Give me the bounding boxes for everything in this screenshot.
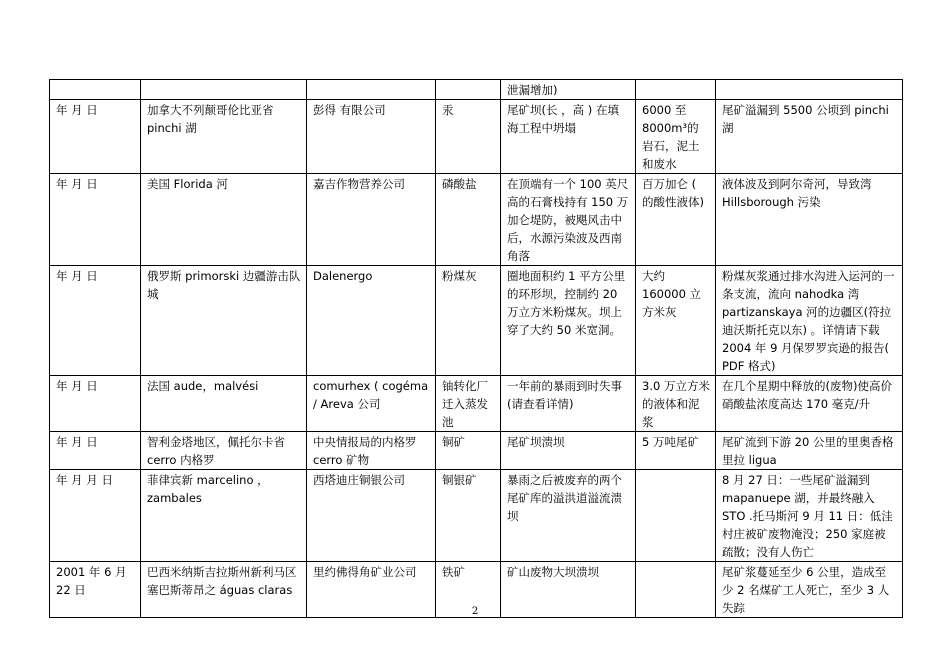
cell-volume: 百万加仑 ( 的酸性液体) bbox=[636, 174, 716, 266]
cell-date: 年 月 日 bbox=[50, 174, 141, 266]
table-row bbox=[50, 174, 903, 266]
cell-company: 西塔迪庄铜银公司 bbox=[307, 470, 436, 562]
cell-volume: 3.0 万立方米的液体和泥浆 bbox=[636, 376, 716, 432]
cell-mineral: 铜银矿 bbox=[436, 470, 501, 562]
cell-cause: 暴雨之后被废弃的两个尾矿库的溢洪道溢流溃坝 bbox=[501, 470, 636, 562]
cell-mineral: 磷酸盐 bbox=[436, 174, 501, 266]
cell-date: 年 月 日 bbox=[50, 432, 141, 470]
cell-volume: 6000 至 8000m³的岩石，泥土和废水 bbox=[636, 100, 716, 174]
cell-impact: 尾矿溢漏到 5500 公顷到 pinchi 湖 bbox=[716, 100, 903, 174]
cell-date: 年 月 日 bbox=[50, 266, 141, 376]
cell-mineral bbox=[436, 80, 501, 100]
cell-company: 里约佛得角矿业公司 bbox=[307, 562, 436, 618]
cell-company: 彭得 有限公司 bbox=[307, 100, 436, 174]
cell-date: 年 月 日 bbox=[50, 376, 141, 432]
cell-mineral: 粉煤灰 bbox=[436, 266, 501, 376]
cell-location: 菲律宾新 marcelino ，zambales bbox=[141, 470, 307, 562]
cell-date: 年 月 月 日 bbox=[50, 470, 141, 562]
cell-company bbox=[307, 80, 436, 100]
page-number: 2 bbox=[471, 606, 479, 617]
cell-mineral: 铁矿 bbox=[436, 562, 501, 618]
cell-volume bbox=[636, 80, 716, 100]
cell-company: Dalenergo bbox=[307, 266, 436, 376]
cell-location: 法国 aude，malvési bbox=[141, 376, 307, 432]
cell-impact: 液体波及到阿尔奇河，导致湾 Hillsborough 污染 bbox=[716, 174, 903, 266]
cell-cause: 尾矿坝(长 ，高 ) 在填海工程中坍塌 bbox=[501, 100, 636, 174]
table-row bbox=[50, 376, 903, 432]
table-row bbox=[50, 100, 903, 174]
cell-mineral: 铀转化厂 迁入蒸发池 bbox=[436, 376, 501, 432]
cell-date bbox=[50, 80, 141, 100]
cell-location: 巴西米纳斯吉拉斯州新利马区塞巴斯蒂昂之 águas claras bbox=[141, 562, 307, 618]
cell-impact bbox=[716, 80, 903, 100]
cell-cause: 尾矿坝溃坝 bbox=[501, 432, 636, 470]
cell-impact: 8 月 27 日：一些尾矿溢漏到 mapanuepe 湖，并最终融入 STO .托马斯河 9 月 11 日：低洼村庄被矿废物淹没；250 家庭被疏散；没有人伤亡 bbox=[716, 470, 903, 562]
incident-table bbox=[49, 79, 903, 618]
cell-cause: 在顶端有一个 100 英尺高的石膏栈持有 150 万加仑堤防，被飓风击中后，水源污染波及西南角落 bbox=[501, 174, 636, 266]
table-body bbox=[50, 80, 903, 618]
cell-date: 年 月 日 bbox=[50, 100, 141, 174]
cell-impact: 在几个星期中释放的(废物)使高价硝酸盐浓度高达 170 毫克/升 bbox=[716, 376, 903, 432]
cell-cause: 泄漏增加) bbox=[501, 80, 636, 100]
cell-cause: 矿山废物大坝溃坝 bbox=[501, 562, 636, 618]
cell-company: 嘉吉作物营养公司 bbox=[307, 174, 436, 266]
cell-impact: 尾矿浆蔓延至少 6 公里，造成至少 2 名煤矿工人死亡，至少 3 人失踪 bbox=[716, 562, 903, 618]
table-row bbox=[50, 80, 903, 100]
cell-mineral: 铜矿 bbox=[436, 432, 501, 470]
cell-date: 2001 年 6 月 22 日 bbox=[50, 562, 141, 618]
cell-mineral: 汞 bbox=[436, 100, 501, 174]
cell-volume: 5 万吨尾矿 bbox=[636, 432, 716, 470]
cell-location: 智利金塔地区，佩托尔卡省 cerro 内格罗 bbox=[141, 432, 307, 470]
cell-cause: 圈地面积约 1 平方公里的环形坝，控制约 20 万立方米粉煤灰。坝上穿了大约 50 米宽洞。 bbox=[501, 266, 636, 376]
cell-company: 中央情报局的内格罗 cerro 矿物 bbox=[307, 432, 436, 470]
cell-impact: 尾矿流到下游 20 公里的里奥香格里拉 ligua bbox=[716, 432, 903, 470]
cell-volume: 大约 160000 立方米灰 bbox=[636, 266, 716, 376]
table-row bbox=[50, 470, 903, 562]
cell-company: comurhex ( cogéma / Areva 公司 bbox=[307, 376, 436, 432]
cell-location bbox=[141, 80, 307, 100]
cell-volume bbox=[636, 470, 716, 562]
cell-impact: 粉煤灰浆通过排水沟进入运河的一条支流，流向 nahodka 湾 partizanskaya 河的边疆区(符拉迪沃斯托克以东) 。详情请下载 2004 年 9 月保罗罗宾逊的报告( PDF 格式) bbox=[716, 266, 903, 376]
table-row bbox=[50, 266, 903, 376]
cell-cause: 一年前的暴雨到时失事(请查看详情) bbox=[501, 376, 636, 432]
table-row bbox=[50, 432, 903, 470]
cell-location: 俄罗斯 primorski 边疆游击队城 bbox=[141, 266, 307, 376]
cell-location: 美国 Florida 河 bbox=[141, 174, 307, 266]
cell-location: 加拿大不列颠哥伦比亚省 pinchi 湖 bbox=[141, 100, 307, 174]
